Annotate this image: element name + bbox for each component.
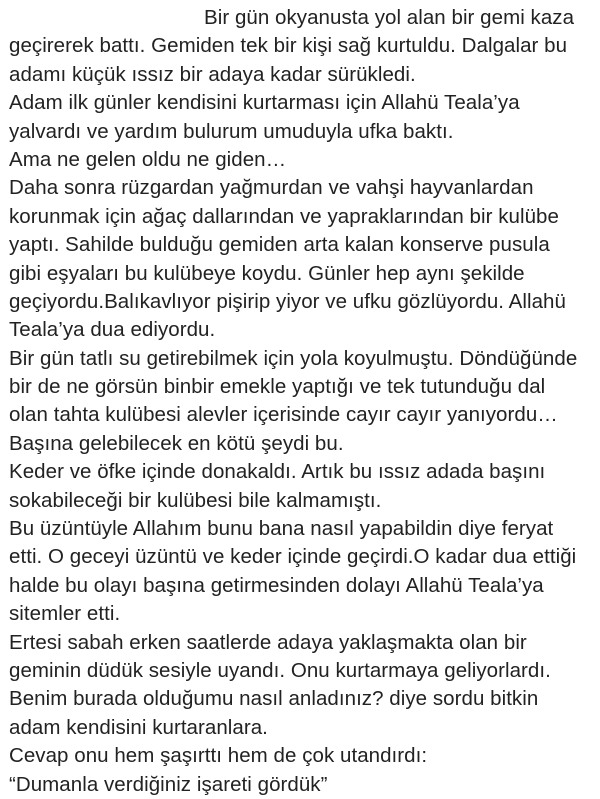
text-line: Başına gelebilecek en kötü şeydi bu. — [9, 431, 344, 455]
text-line: Bu üzüntüyle Allahım bunu bana nasıl yapabildin diye feryat — [9, 517, 554, 541]
text-line: Keder ve öfke içinde donakaldı. Artık bu ıssız adada başını — [9, 460, 546, 484]
text-line: Cevap onu hem şaşırttı hem de çok utandırdı: — [9, 744, 428, 768]
text-line: korunmak için ağaç dallarından ve yapraklarından bir kulübe — [9, 204, 559, 228]
text-line: bir de ne görsün binbir emekle yaptığı ve tek tutunduğu dal — [9, 375, 546, 399]
text-line: yalvardı ve yardım bulurum umuduyla ufka baktı. — [9, 119, 454, 143]
text-line: Ama ne gelen oldu ne giden… — [9, 147, 287, 171]
text-line: “Dumanla verdiğiniz işareti gördük” — [9, 772, 328, 796]
text-line: gibi eşyaları bu kulübeye koydu. Günler hep aynı şekilde — [9, 261, 525, 285]
text-line: adam kendisini kurtaranlara. — [9, 715, 268, 739]
text-line: Bir gün okyanusta yol alan bir gemi kaza — [204, 6, 575, 29]
text-line: geminin düdük sesiyle uyandı. Onu kurtarmaya geliyorlardı. — [9, 658, 551, 682]
text-line: yaptı. Sahilde bulduğu gemiden arta kalan konserve pusula — [9, 233, 550, 257]
text-line: Adam ilk günler kendisini kurtarması için Allahü Teala’ya — [9, 91, 520, 115]
text-line: etti. O geceyi üzüntü ve keder içinde geçirdi.O kadar dua ettiği — [9, 545, 577, 569]
text-line: Bir gün tatlı su getirebilmek için yola koyulmuştu. Döndüğünde — [9, 346, 578, 370]
text-line: geçiyordu.Balıkavlıyor pişirip yiyor ve ufku gözlüyordu. Allahü — [9, 289, 566, 313]
text-line: Daha sonra rüzgardan yağmurdan ve vahşi hayvanlardan — [9, 176, 534, 200]
text-line: Ertesi sabah erken saatlerde adaya yaklaşmakta olan bir — [9, 630, 527, 654]
text-line: adamı küçük ıssız bir adaya kadar sürükledi. — [9, 62, 416, 86]
story-text — [9, 4, 590, 799]
text-line: olan tahta kulübesi alevler içerisinde cayır cayır yanıyordu… — [9, 403, 558, 427]
text-line: Teala’ya dua ediyordu. — [9, 318, 216, 342]
text-line: geçirerek battı. Gemiden tek bir kişi sağ kurtuldu. Dalgalar bu — [9, 34, 568, 58]
text-line: sokabileceği bir kulübesi bile kalmamıştı. — [9, 488, 382, 512]
text-line: halde bu olayı başına getirmesinden dolayı Allahü Teala’ya — [9, 573, 544, 597]
text-line: sitemler etti. — [9, 602, 121, 626]
text-line: Benim burada olduğumu nasıl anladınız? diye sordu bitkin — [9, 687, 539, 711]
